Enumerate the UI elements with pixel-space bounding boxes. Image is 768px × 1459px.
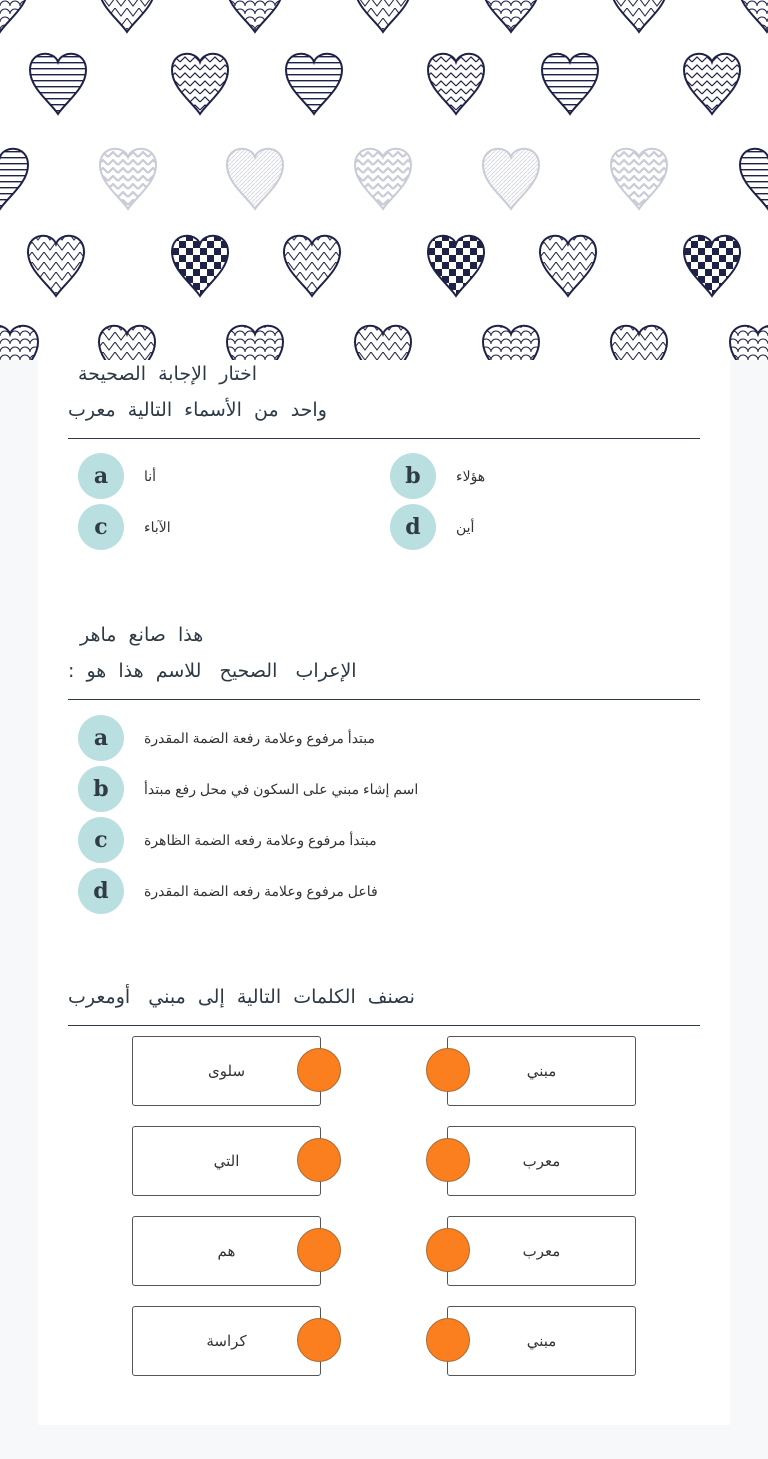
q1-option-d[interactable] — [390, 504, 474, 550]
option-label: فاعل مرفوع وعلامة رفعه الضمة المقدرة — [144, 882, 378, 899]
q2-option-c[interactable] — [78, 817, 377, 863]
match-right-item: مبني — [447, 1306, 636, 1376]
divider — [68, 438, 700, 439]
option-label: أنا — [144, 467, 157, 484]
option-label: هؤلاء — [456, 467, 486, 484]
option-letter-badge: a — [78, 453, 124, 499]
option-label: مبتدأ مرفوع وعلامة رفعه الضمة الظاهرة — [144, 831, 377, 848]
q1-option-c[interactable] — [78, 504, 171, 550]
option-letter-badge: c — [78, 504, 124, 550]
match-connector-dot[interactable] — [297, 1138, 341, 1182]
divider — [68, 1025, 700, 1026]
worksheet-card — [38, 360, 730, 1425]
hearts-icon — [0, 0, 768, 360]
option-letter-badge: d — [78, 868, 124, 914]
match-right-item: مبني — [447, 1036, 636, 1106]
option-letter-badge: a — [78, 715, 124, 761]
match-left-item: هم — [132, 1216, 321, 1286]
option-label: الآباء — [144, 518, 171, 535]
option-label: اسم إشاء مبني على السكون في محل رفع مبتدأ — [144, 780, 419, 797]
match-right-item: معرب — [447, 1216, 636, 1286]
q1-title: اختار الإجابة الصحيحة — [78, 363, 257, 385]
q1-option-b[interactable] — [390, 453, 485, 499]
hearts-banner — [0, 0, 768, 360]
match-left-item: كراسة — [132, 1306, 321, 1376]
q2-option-d[interactable] — [78, 868, 378, 914]
q1-subtitle: واحد من الأسماء التالية معرب — [68, 399, 327, 421]
option-letter-badge: c — [78, 817, 124, 863]
match-connector-dot[interactable] — [297, 1048, 341, 1092]
q2-option-a[interactable] — [78, 715, 375, 761]
option-label: أين — [456, 518, 475, 535]
option-letter-badge: b — [78, 766, 124, 812]
match-connector-dot[interactable] — [426, 1228, 470, 1272]
match-connector-dot[interactable] — [426, 1318, 470, 1362]
q2-option-b[interactable] — [78, 766, 418, 812]
option-letter-badge: d — [390, 504, 436, 550]
q1-option-a[interactable] — [78, 453, 156, 499]
match-left-item: التي — [132, 1126, 321, 1196]
match-connector-dot[interactable] — [297, 1228, 341, 1272]
match-connector-dot[interactable] — [297, 1318, 341, 1362]
q2-title: هذا صانع ماهر — [80, 624, 204, 646]
option-label: مبتدأ مرفوع وعلامة رفعة الضمة المقدرة — [144, 729, 375, 746]
match-connector-dot[interactable] — [426, 1138, 470, 1182]
q3-title: نصنف الكلمات التالية إلى مبني أومعرب — [68, 986, 415, 1008]
divider — [68, 699, 700, 700]
match-right-item: معرب — [447, 1126, 636, 1196]
match-connector-dot[interactable] — [426, 1048, 470, 1092]
q2-subtitle: الإعراب الصحيح للاسم هذا هو : — [68, 660, 357, 682]
option-letter-badge: b — [390, 453, 436, 499]
match-left-item: سلوى — [132, 1036, 321, 1106]
